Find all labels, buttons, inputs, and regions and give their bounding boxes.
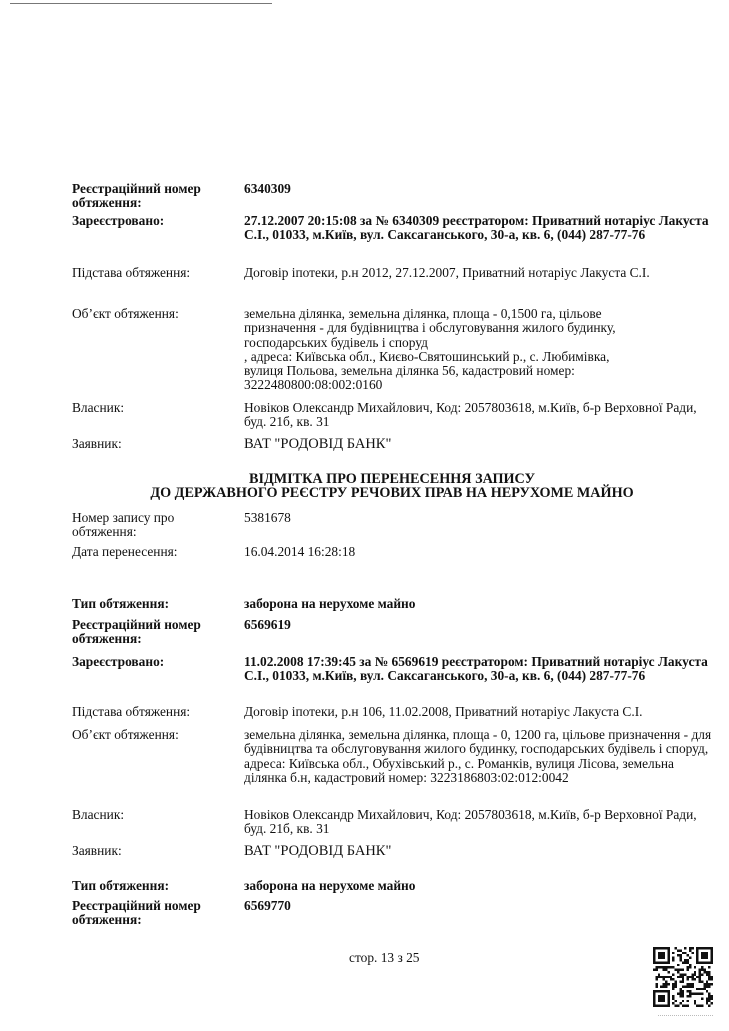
qr-module <box>691 978 693 980</box>
qr-module <box>687 1005 689 1007</box>
qr-module <box>699 971 701 973</box>
qr-module <box>706 971 708 973</box>
qr-module <box>706 1000 708 1002</box>
qr-module <box>677 964 679 966</box>
qr-module <box>687 966 689 968</box>
qr-module <box>689 957 691 959</box>
field-label: Власник: <box>72 400 125 415</box>
qr-module <box>682 995 684 997</box>
qr-module <box>708 973 710 975</box>
qr-module <box>711 976 713 978</box>
qr-module <box>672 997 674 999</box>
qr-module <box>687 954 689 956</box>
qr-module <box>679 949 681 951</box>
qr-module <box>689 966 691 968</box>
field-label: Підстава обтяження: <box>72 704 191 719</box>
field-value: 11.02.2008 17:39:45 за № 6569619 реєстратором: Приватний нотаріус Лакуста С.І., 01033, м.Київ, вул. Саксаганського, 30-а, кв. 6, (044) 287-77-76 <box>244 654 708 684</box>
qr-module <box>665 966 667 968</box>
qr-module <box>679 981 681 983</box>
qr-module <box>670 978 672 980</box>
field-label: Номер запису про обтяження: <box>72 510 175 540</box>
qr-module <box>691 985 693 987</box>
page-number: стор. 13 з 25 <box>349 950 420 965</box>
field-value: 5381678 <box>244 510 291 525</box>
qr-module <box>706 997 708 999</box>
qr-module <box>672 988 674 990</box>
qr-module <box>682 973 684 975</box>
qr-module <box>711 1002 713 1004</box>
qr-module <box>699 973 701 975</box>
qr-module <box>703 971 705 973</box>
qr-module <box>684 973 686 975</box>
qr-module <box>679 990 681 992</box>
qr-module <box>701 952 708 959</box>
qr-module <box>703 969 705 971</box>
qr-module <box>708 993 710 995</box>
qr-module <box>675 985 677 987</box>
field-label: Реєстраційний номер обтяження: <box>72 898 201 928</box>
qr-module <box>682 1000 684 1002</box>
qr-module <box>701 997 703 999</box>
qr-module <box>689 995 691 997</box>
qr-module <box>689 983 691 985</box>
field-value: 6569770 <box>244 898 291 913</box>
qr-module <box>687 985 689 987</box>
qr-module <box>689 964 691 966</box>
qr-module <box>711 983 713 985</box>
qr-module <box>703 985 705 987</box>
qr-module <box>684 1005 686 1007</box>
field-value: Договір іпотеки, р.н 2012, 27.12.2007, Приватний нотаріус Лакуста С.І. <box>244 265 650 280</box>
qr-module <box>667 971 669 973</box>
qr-module <box>694 993 696 995</box>
qr-module <box>694 1000 696 1002</box>
qr-module <box>658 973 660 975</box>
qr-module <box>691 947 693 949</box>
value-line: вулиця Польова, земельна ділянка 56, кадастровий номер: <box>244 363 575 379</box>
qr-module <box>711 997 713 999</box>
qr-module <box>684 952 686 954</box>
qr-module <box>682 1005 684 1007</box>
qr-module <box>658 995 665 1002</box>
value-line: господарських будівель і споруд <box>244 334 428 350</box>
field-value: Новіков Олександр Михайлович, Код: 2057803618, м.Київ, б-р Верховної Ради, буд. 21б, кв. 31 <box>244 400 697 430</box>
qr-module <box>675 947 677 949</box>
field-value: ВАТ "РОДОВІД БАНК" <box>244 436 392 452</box>
qr-module <box>703 983 705 985</box>
field-label: Реєстраційний номер обтяження: <box>72 617 201 647</box>
qr-module <box>708 985 710 987</box>
qr-module <box>701 969 703 971</box>
field-label: Зареєстровано: <box>72 213 165 228</box>
qr-module <box>679 954 681 956</box>
qr-module <box>677 971 679 973</box>
qr-module <box>677 969 679 971</box>
qr-module <box>658 966 660 968</box>
field-label: Тип обтяження: <box>72 878 170 893</box>
qr-module <box>667 983 669 985</box>
qr-module <box>677 1005 679 1007</box>
qr-module <box>682 961 684 963</box>
qr-module <box>682 985 684 987</box>
qr-module <box>655 985 657 987</box>
qr-module <box>667 976 669 978</box>
qr-module <box>696 993 698 995</box>
qr-module <box>658 952 665 959</box>
qr-module <box>672 995 674 997</box>
qr-module <box>679 959 681 961</box>
qr-module <box>699 976 701 978</box>
qr-module <box>682 993 684 995</box>
field-value: заборона на нерухоме майно <box>244 596 416 611</box>
qr-module <box>689 993 691 995</box>
qr-module <box>689 990 691 992</box>
qr-module <box>708 966 710 968</box>
field-label: Заявник: <box>72 436 122 451</box>
qr-module <box>691 976 693 978</box>
field-label: Підстава обтяження: <box>72 265 191 280</box>
qr-module <box>696 976 698 978</box>
qr-module <box>687 983 689 985</box>
qr-module <box>682 978 684 980</box>
field-label: Тип обтяження: <box>72 596 170 611</box>
qr-module <box>675 981 677 983</box>
qr-module <box>706 973 708 975</box>
qr-module <box>675 1005 677 1007</box>
qr-module <box>665 969 667 971</box>
qr-module <box>658 976 660 978</box>
qr-module <box>677 976 679 978</box>
value-line: земельна ділянка, земельна ділянка, площа - 0,1500 га, цільове <box>244 306 602 321</box>
qr-module <box>672 957 674 959</box>
qr-module <box>689 985 691 987</box>
qr-module <box>708 976 710 978</box>
qr-module <box>691 983 693 985</box>
qr-module <box>684 959 686 961</box>
qr-module <box>660 976 662 978</box>
qr-module <box>655 969 657 971</box>
qr-module <box>660 985 662 987</box>
qr-module <box>689 949 691 951</box>
qr-module <box>687 978 689 980</box>
qr-module <box>708 983 710 985</box>
qr-module <box>663 969 665 971</box>
qr-module <box>682 990 684 992</box>
scan-edge-line <box>10 3 272 4</box>
qr-module <box>679 993 681 995</box>
qr-module <box>711 995 713 997</box>
qr-module <box>689 947 691 949</box>
qr-module <box>687 969 689 971</box>
qr-code-icon <box>653 947 713 1007</box>
value-line: , адреса: Київська обл., Києво-Святошинський р., с. Любимівка, <box>244 348 610 364</box>
qr-module <box>706 1002 708 1004</box>
qr-module <box>687 1000 689 1002</box>
qr-module <box>699 1005 701 1007</box>
qr-module <box>701 988 703 990</box>
qr-module <box>708 1000 710 1002</box>
qr-module <box>667 966 669 968</box>
field-value <box>244 307 714 393</box>
qr-module <box>679 995 681 997</box>
qr-module <box>701 993 703 995</box>
qr-module <box>696 988 698 990</box>
field-label: Об’єкт обтяження: <box>72 306 179 321</box>
qr-module <box>655 966 657 968</box>
qr-module <box>663 976 665 978</box>
qr-module <box>672 1002 674 1004</box>
field-value: 6340309 <box>244 181 291 196</box>
qr-module <box>699 969 701 971</box>
qr-module <box>682 969 684 971</box>
qr-module <box>663 978 665 980</box>
qr-module <box>672 983 674 985</box>
qr-module <box>701 966 703 968</box>
field-label: Об’єкт обтяження: <box>72 727 179 742</box>
qr-module <box>679 969 681 971</box>
qr-module <box>691 993 693 995</box>
qr-module <box>699 988 701 990</box>
qr-module <box>665 985 667 987</box>
qr-module <box>706 983 708 985</box>
qr-module <box>694 978 696 980</box>
field-label: Реєстраційний номер обтяження: <box>72 181 201 211</box>
qr-module <box>706 985 708 987</box>
qr-module <box>670 976 672 978</box>
qr-module <box>675 983 677 985</box>
qr-module <box>679 976 681 978</box>
field-value: 6569619 <box>244 617 291 632</box>
field-label: Власник: <box>72 807 125 822</box>
qr-module <box>694 973 696 975</box>
qr-module <box>682 952 684 954</box>
qr-module <box>679 988 681 990</box>
qr-module <box>694 971 696 973</box>
qr-module <box>706 981 708 983</box>
qr-module <box>663 983 665 985</box>
section-title-line-1: ВІДМІТКА ПРО ПЕРЕНЕСЕННЯ ЗАПИСУ <box>248 471 536 487</box>
field-value: Договір іпотеки, р.н 106, 11.02.2008, Приватний нотаріус Лакуста С.І. <box>244 704 643 719</box>
qr-module <box>687 995 689 997</box>
qr-module <box>675 1000 677 1002</box>
section-title-line-2: ДО ДЕРЖАВНОГО РЕЄСТРУ РЕЧОВИХ ПРАВ НА НЕРУХОМЕ МАЙНО <box>150 485 634 501</box>
qr-module <box>670 966 672 968</box>
field-value: 27.12.2007 20:15:08 за № 6340309 реєстратором: Приватний нотаріус Лакуста С.І., 01033, м.Київ, вул. Саксаганського, 30-а, кв. 6, (044) 287-77-76 <box>244 213 709 243</box>
qr-module <box>687 961 689 963</box>
qr-module <box>687 990 689 992</box>
qr-module <box>672 959 674 961</box>
qr-module <box>701 973 703 975</box>
qr-module <box>696 1005 698 1007</box>
qr-module <box>665 981 667 983</box>
qr-module <box>655 978 657 980</box>
field-label: Дата перенесення: <box>72 544 178 559</box>
qr-module <box>663 966 665 968</box>
value-line: 3222480800:08:002:0160 <box>244 377 383 393</box>
qr-module <box>687 976 689 978</box>
field-value: ВАТ "РОДОВІД БАНК" <box>244 843 392 859</box>
qr-module <box>653 969 655 971</box>
qr-module <box>675 969 677 971</box>
qr-module <box>655 976 657 978</box>
qr-module <box>708 995 710 997</box>
field-label: Зареєстровано: <box>72 654 165 669</box>
value-line: призначення - для будівництва і обслуговування жилого будинку, <box>244 320 616 336</box>
qr-module <box>655 983 657 985</box>
qr-module <box>684 985 686 987</box>
qr-module <box>677 949 679 951</box>
qr-module <box>706 990 708 992</box>
qr-module <box>708 1005 710 1007</box>
qr-module <box>672 978 674 980</box>
qr-module <box>689 976 691 978</box>
qr-module <box>684 961 686 963</box>
qr-module <box>699 981 701 983</box>
qr-module <box>691 952 693 954</box>
qr-caption <box>658 1015 713 1018</box>
qr-module <box>708 997 710 999</box>
qr-module <box>672 985 674 987</box>
qr-module <box>679 957 681 959</box>
qr-module <box>703 988 705 990</box>
field-value: 16.04.2014 16:28:18 <box>244 544 356 559</box>
qr-module <box>708 971 710 973</box>
qr-module <box>691 973 693 975</box>
qr-module <box>682 976 684 978</box>
qr-module <box>701 1005 703 1007</box>
qr-module <box>687 959 689 961</box>
qr-module <box>672 966 674 968</box>
field-value: земельна ділянка, земельна ділянка, площа - 0, 1200 га, цільове призначення - для будівництва та обслуговування жилого будинку, господарських будівель і споруд, адреса: Київська обл., Обухівський р., с. Романків, вулиця Лісова, земельна ділянка б.н, кадастровий номер: 3223186803:02:012:0042 <box>244 727 712 785</box>
qr-module <box>677 954 679 956</box>
qr-module <box>701 981 703 983</box>
field-value: Новіков Олександр Михайлович, Код: 2057803618, м.Київ, б-р Верховної Ради, буд. 21б, кв. 31 <box>244 807 697 837</box>
qr-module <box>665 976 667 978</box>
qr-module <box>694 1002 696 1004</box>
qr-module <box>711 978 713 980</box>
qr-module <box>665 983 667 985</box>
qr-module <box>672 973 674 975</box>
qr-module <box>682 981 684 983</box>
qr-module <box>679 1002 681 1004</box>
qr-module <box>660 966 662 968</box>
qr-module <box>694 966 696 968</box>
qr-module <box>677 993 679 995</box>
qr-module <box>699 978 701 980</box>
qr-module <box>663 985 665 987</box>
qr-module <box>672 952 674 954</box>
qr-module <box>708 978 710 980</box>
qr-module <box>679 973 681 975</box>
qr-module <box>684 947 686 949</box>
qr-module <box>699 993 701 995</box>
field-label: Заявник: <box>72 843 122 858</box>
field-value: заборона на нерухоме майно <box>244 878 416 893</box>
